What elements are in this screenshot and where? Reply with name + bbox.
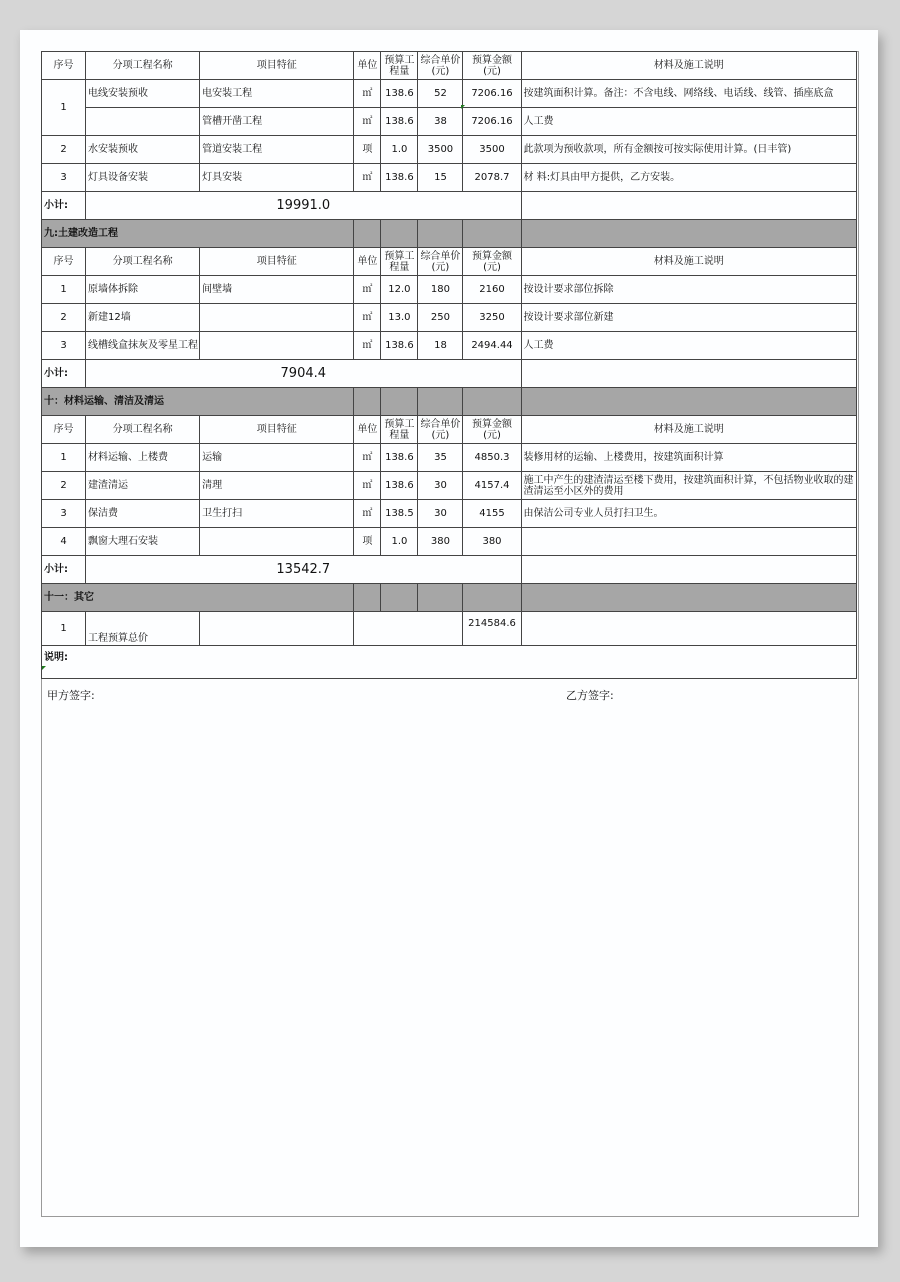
subtotal-value: 19991.0 [86,192,521,220]
section-cell [463,584,521,612]
cell-amount: 4155 [463,500,521,528]
header-amount: 预算金额(元) [463,248,521,276]
section-cell [521,220,856,248]
subtotal-row [42,192,857,220]
cell-qty: 138.6 [381,472,418,500]
header-feature: 项目特征 [200,52,354,80]
section-title: 十：材料运输、清洁及清运 [42,388,354,416]
table-row [42,304,857,332]
cell-feature: 清理 [200,472,354,500]
comment-marker [42,666,46,670]
cell-price: 18 [418,332,463,360]
table-row [42,80,857,108]
cell-qty: 13.0 [381,304,418,332]
cell-unit: ㎡ [354,276,381,304]
cell-desc: 人工费 [521,108,856,136]
cell-price: 30 [418,500,463,528]
cell-unit: 项 [354,136,381,164]
cell-amount: 2494.44 [463,332,521,360]
cell-no: 1 [42,612,86,646]
header-qty: 预算工程量 [381,52,418,80]
party-a-signature: 甲方签字: [47,689,95,702]
cell-name: 建渣清运 [86,472,200,500]
cell-unit: 项 [354,528,381,556]
cell-amount: 7206.16 [463,108,521,136]
header-amount: 预算金额(元) [463,416,521,444]
cell-desc: 按设计要求部位拆除 [521,276,856,304]
cell-feature [200,304,354,332]
section-row [42,584,857,612]
header-qty: 预算工程量 [381,248,418,276]
cell-no: 3 [42,164,86,192]
cell-no: 3 [42,332,86,360]
cell-name: 飘窗大理石安装 [86,528,200,556]
cell-price: 52 [418,80,463,108]
cell-price: 3500 [418,136,463,164]
cell-feature: 运输 [200,444,354,472]
cell-feature: 管道安装工程 [200,136,354,164]
subtotal-label: 小计: [42,556,86,584]
cell-no: 3 [42,500,86,528]
cell-unit: ㎡ [354,304,381,332]
section-title: 十一：其它 [42,584,354,612]
cell-desc: 由保洁公司专业人员打扫卫生。 [521,500,856,528]
cell-qty: 138.6 [381,108,418,136]
table-row [42,444,857,472]
cell-qty: 1.0 [381,528,418,556]
party-b-signature: 乙方签字: [566,689,614,702]
cell-unit: ㎡ [354,164,381,192]
cell-feature: 电安装工程 [200,80,354,108]
cell-name: 保洁费 [86,500,200,528]
cell-amount: 7206.16 [463,80,521,108]
cell-desc: 装修用材的运输、上楼费用，按建筑面积计算 [521,444,856,472]
cell-unit: ㎡ [354,80,381,108]
cell-amount: 3500 [463,136,521,164]
cell-no: 1 [42,276,86,304]
header-desc: 材料及施工说明 [521,52,856,80]
cell-name: 工程预算总价 [86,612,200,646]
subtotal-label: 小计: [42,360,86,388]
section-row [42,220,857,248]
section-row [42,388,857,416]
subtotal-row [42,556,857,584]
comment-marker [461,105,465,109]
cell-feature: 管槽开凿工程 [200,108,354,136]
header-row [42,248,857,276]
cell-unit: ㎡ [354,108,381,136]
header-no: 序号 [42,416,86,444]
cell-unit: ㎡ [354,472,381,500]
subtotal-value: 7904.4 [86,360,521,388]
header-feature: 项目特征 [200,248,354,276]
cell-price: 35 [418,444,463,472]
section-cell [418,220,463,248]
table-row [42,164,857,192]
header-desc: 材料及施工说明 [521,248,856,276]
cell-amount: 2078.7 [463,164,521,192]
cell-price: 250 [418,304,463,332]
table-row [42,276,857,304]
subtotal-blank [521,556,856,584]
cell-desc: 按建筑面积计算。备注：不含电线、网络线、电话线、线管、插座底盒 [521,80,856,108]
section-title: 九:土建改造工程 [42,220,354,248]
section-cell [354,584,381,612]
header-row [42,416,857,444]
cell-desc: 施工中产生的建渣清运至楼下费用，按建筑面积计算，不包括物业收取的建渣清运至小区外的费用 [521,472,856,500]
cell-name: 灯具设备安装 [86,164,200,192]
cell-qty: 12.0 [381,276,418,304]
cell-qty: 138.6 [381,444,418,472]
header-price: 综合单价(元) [418,416,463,444]
cell-desc: 此款项为预收款项，所有金额按可按实际使用计算。(日丰管) [521,136,856,164]
header-row [42,52,857,80]
cell-blank [354,612,463,646]
header-amount: 预算金额(元) [463,52,521,80]
section-cell [521,584,856,612]
cell-name: 新建12墙 [86,304,200,332]
note-label: 说明: [42,646,857,679]
cell-feature [200,612,354,646]
table-row [42,500,857,528]
total-row [42,612,857,646]
cell-desc [521,528,856,556]
header-name: 分项工程名称 [86,248,200,276]
cell-price: 15 [418,164,463,192]
header-unit: 单位 [354,248,381,276]
cell-no: 2 [42,136,86,164]
header-price: 综合单价(元) [418,248,463,276]
subtotal-value: 13542.7 [86,556,521,584]
section-cell [463,388,521,416]
header-unit: 单位 [354,416,381,444]
section-cell [418,584,463,612]
section-cell [381,220,418,248]
cell-no: 1 [42,80,86,136]
cell-name: 水安装预收 [86,136,200,164]
section-cell [354,388,381,416]
header-no: 序号 [42,248,86,276]
table-row [42,136,857,164]
cell-no: 4 [42,528,86,556]
cell-desc: 按设计要求部位新建 [521,304,856,332]
cell-name: 材料运输、上楼费 [86,444,200,472]
header-name: 分项工程名称 [86,52,200,80]
cell-desc: 人工费 [521,332,856,360]
table-row [42,332,857,360]
cell-amount: 4850.3 [463,444,521,472]
cell-name: 线槽线盒抹灰及零星工程 [86,332,200,360]
cell-amount: 2160 [463,276,521,304]
section-cell [521,388,856,416]
cell-amount: 380 [463,528,521,556]
budget-table [41,51,857,679]
cell-amount: 4157.4 [463,472,521,500]
cell-amount: 3250 [463,304,521,332]
section-cell [463,220,521,248]
cell-unit: ㎡ [354,500,381,528]
header-desc: 材料及施工说明 [521,416,856,444]
subtotal-label: 小计: [42,192,86,220]
note-row [42,646,857,679]
cell-no: 1 [42,444,86,472]
cell-name: 原墙体拆除 [86,276,200,304]
section-cell [381,584,418,612]
total-amount: 214584.6 [463,612,521,646]
cell-feature: 灯具安装 [200,164,354,192]
cell-price: 380 [418,528,463,556]
cell-price: 38 [418,108,463,136]
cell-feature: 间壁墙 [200,276,354,304]
cell-name [86,108,200,136]
subtotal-row [42,360,857,388]
cell-qty: 138.6 [381,164,418,192]
cell-unit: ㎡ [354,444,381,472]
subtotal-blank [521,192,856,220]
cell-feature [200,528,354,556]
header-price: 综合单价(元) [418,52,463,80]
header-name: 分项工程名称 [86,416,200,444]
table-row [42,472,857,500]
table-row [42,108,857,136]
cell-qty: 138.6 [381,332,418,360]
cell-qty: 138.6 [381,80,418,108]
section-cell [354,220,381,248]
cell-no: 2 [42,304,86,332]
section-cell [418,388,463,416]
header-feature: 项目特征 [200,416,354,444]
cell-feature: 卫生打扫 [200,500,354,528]
cell-name: 电线安装预收 [86,80,200,108]
table-row [42,528,857,556]
document-page [20,30,878,1247]
cell-qty: 1.0 [381,136,418,164]
header-qty: 预算工程量 [381,416,418,444]
cell-unit: ㎡ [354,332,381,360]
section-cell [381,388,418,416]
cell-price: 180 [418,276,463,304]
cell-price: 30 [418,472,463,500]
cell-feature [200,332,354,360]
subtotal-blank [521,360,856,388]
cell-no: 2 [42,472,86,500]
cell-qty: 138.5 [381,500,418,528]
cell-desc: 材 料:灯具由甲方提供，乙方安装。 [521,164,856,192]
cell-desc [521,612,856,646]
header-no: 序号 [42,52,86,80]
header-unit: 单位 [354,52,381,80]
